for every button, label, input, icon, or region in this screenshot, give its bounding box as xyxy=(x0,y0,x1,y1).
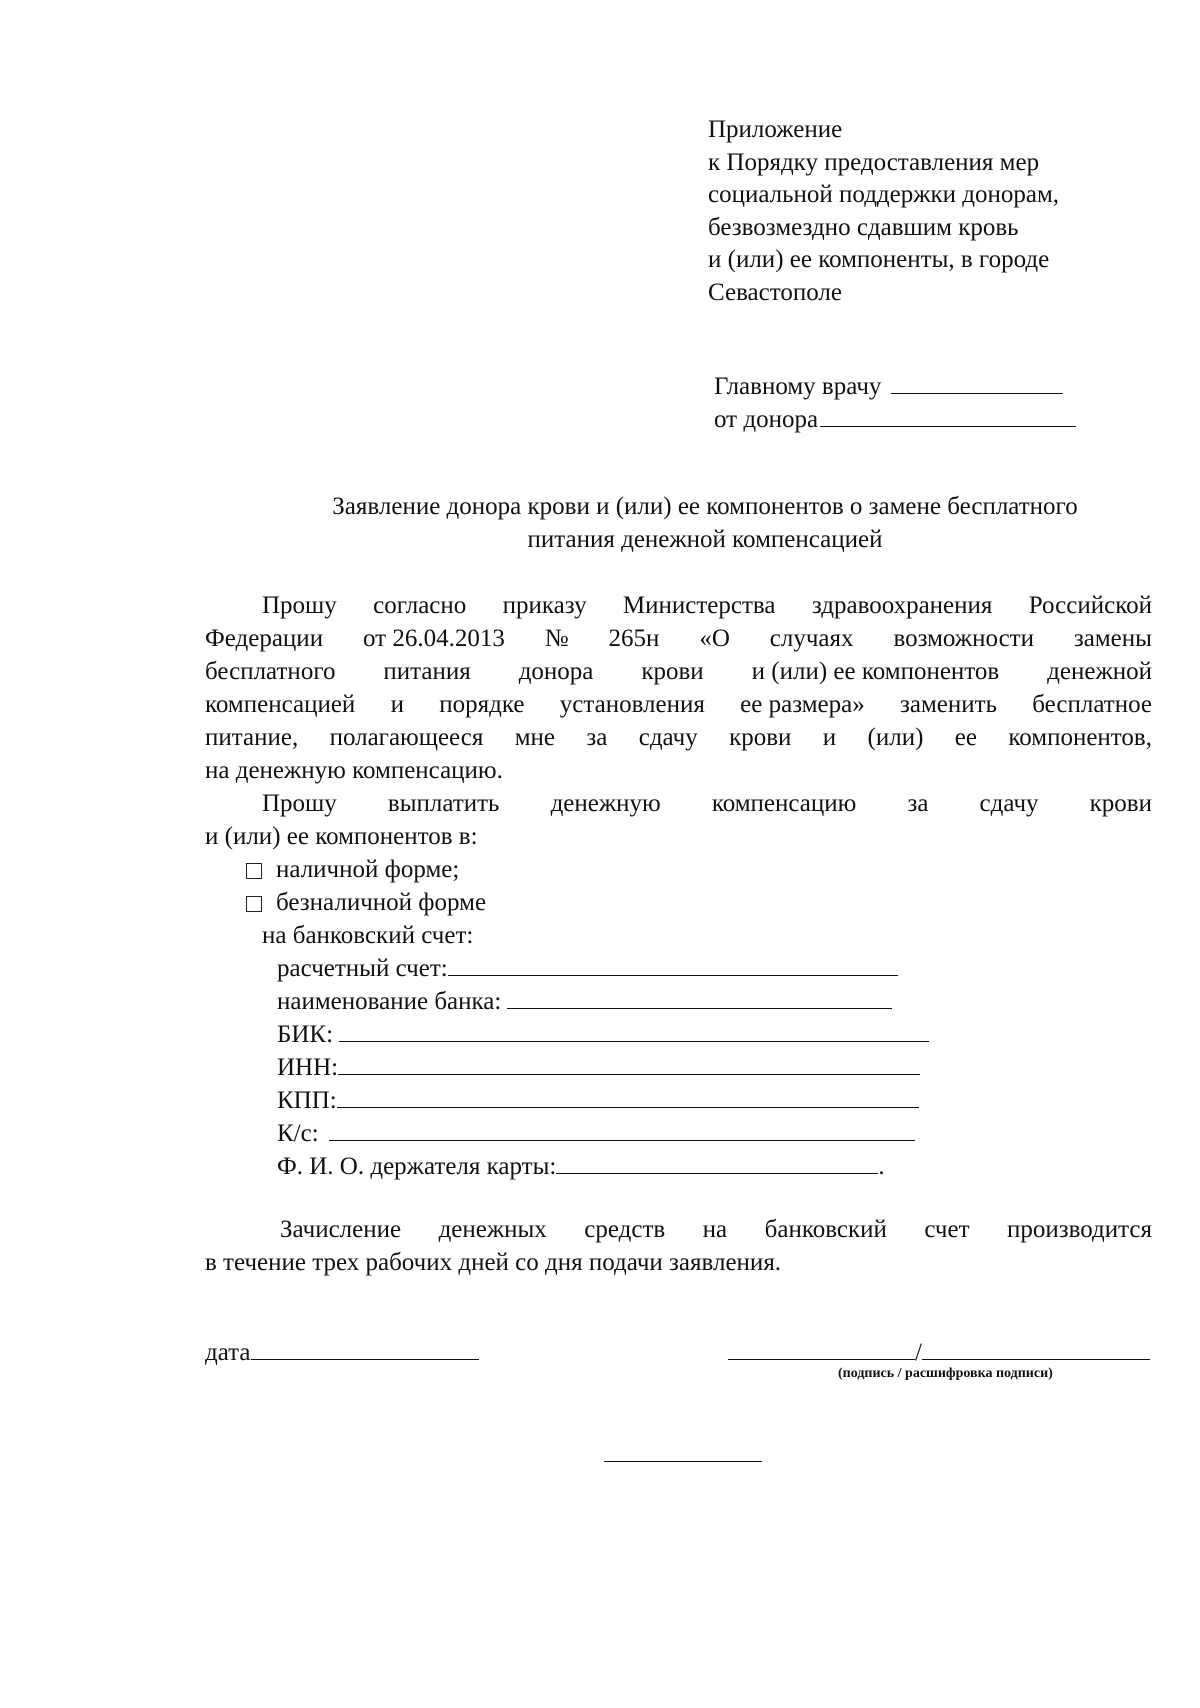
inn-field[interactable] xyxy=(338,1052,920,1075)
holder-label: Ф. И. О. держателя карты: xyxy=(277,1153,557,1180)
word: ее xyxy=(954,724,977,751)
word: бесплатного xyxy=(205,658,336,685)
word: счет xyxy=(924,1216,970,1243)
word: установления xyxy=(559,691,705,718)
option-cash[interactable] xyxy=(246,853,459,886)
from-donor-field[interactable] xyxy=(820,404,1076,427)
para1-line3 xyxy=(205,655,1152,688)
para2-line1 xyxy=(262,787,1152,820)
word: Прошу xyxy=(262,592,337,619)
chief-doctor-field[interactable] xyxy=(891,371,1063,394)
from-donor-label: от донора xyxy=(714,406,819,433)
signature-decoding-field[interactable] xyxy=(922,1337,1150,1360)
word: порядке xyxy=(439,691,525,718)
checkbox-cashless[interactable] xyxy=(246,896,262,912)
word: компонентов, xyxy=(1008,724,1152,751)
kpp-row xyxy=(277,1084,919,1117)
signature-slash: / xyxy=(915,1339,922,1366)
bik-label: БИК: xyxy=(277,1021,334,1048)
word: крови xyxy=(729,724,792,751)
word: Министерства xyxy=(622,592,776,619)
title-line: питания денежной компенсацией xyxy=(527,525,883,553)
appendix-header xyxy=(708,114,1148,309)
bik-row xyxy=(277,1018,929,1051)
word: заменить xyxy=(900,691,997,718)
title-line: Заявление донора крови и (или) ее компонентов о замене бесплатного xyxy=(332,493,1078,520)
signature-row xyxy=(728,1336,1150,1369)
word: замены xyxy=(1073,625,1152,652)
signature-field[interactable] xyxy=(728,1337,915,1360)
word: № xyxy=(544,625,569,652)
word: Зачисление xyxy=(280,1216,402,1243)
word: денежной xyxy=(1047,658,1152,685)
word: здравоохранения xyxy=(811,592,993,619)
word: банковский xyxy=(764,1216,887,1243)
appendix-line: Севастополе xyxy=(708,278,842,306)
word: компенсацию xyxy=(711,790,857,817)
para3-line1 xyxy=(280,1213,1152,1246)
checkbox-cash[interactable] xyxy=(246,863,262,879)
document-title xyxy=(200,491,1200,556)
word: 265н xyxy=(608,625,660,652)
para1-line2 xyxy=(205,622,1152,655)
para1-line6: на денежную компенсацию. xyxy=(205,757,503,784)
word: Федерации xyxy=(205,625,324,652)
word: крови xyxy=(1089,790,1152,817)
bank-name-field[interactable] xyxy=(507,986,892,1009)
date-row xyxy=(205,1336,479,1369)
word: бесплатное xyxy=(1032,691,1152,718)
word: Прошу xyxy=(262,790,337,817)
word: средств xyxy=(584,1216,666,1243)
word: компенсацией xyxy=(205,691,356,718)
word: мне xyxy=(514,724,556,751)
word: питание, xyxy=(205,724,299,751)
para1-line4 xyxy=(205,688,1152,721)
corr-label: К/с: xyxy=(277,1120,319,1147)
word: на xyxy=(702,1216,728,1243)
signature-caption: (подпись / расшифровка подписи) xyxy=(838,1366,1053,1381)
word: и (или) ее компонентов xyxy=(751,658,1000,685)
word: возможности xyxy=(893,625,1034,652)
appendix-line: социальной поддержки донорам, xyxy=(708,181,1060,208)
word: производится xyxy=(1007,1216,1152,1243)
option-cashless[interactable] xyxy=(246,886,486,919)
option-cashless-label: безналичной форме xyxy=(276,889,487,916)
date-label: дата xyxy=(205,1339,251,1366)
word: за xyxy=(907,790,929,817)
bank-account-label: на банковский счет: xyxy=(262,922,474,949)
para1-line1 xyxy=(262,589,1152,622)
word: сдачу xyxy=(638,724,698,751)
word: «О xyxy=(699,625,730,652)
addressee-block xyxy=(714,370,1134,436)
bank-name-label: наименование банка: xyxy=(277,988,502,1015)
bottom-separator xyxy=(604,1461,762,1462)
appendix-line: безвозмездно сдавшим кровь xyxy=(708,213,1019,241)
appendix-line: и (или) ее компоненты, в городе xyxy=(708,246,1050,273)
word: приказу xyxy=(502,592,587,619)
word: и xyxy=(390,691,404,718)
kpp-field[interactable] xyxy=(337,1085,919,1108)
account-label: расчетный счет: xyxy=(277,955,448,982)
bik-field[interactable] xyxy=(339,1019,929,1042)
holder-field[interactable] xyxy=(556,1151,878,1174)
word: донора xyxy=(518,658,594,685)
word: полагающееся xyxy=(329,724,484,751)
word: за xyxy=(586,724,608,751)
word: ее размера» xyxy=(740,691,865,718)
corr-field[interactable] xyxy=(329,1118,915,1141)
word: согласно xyxy=(373,592,467,619)
para2-line2: и (или) ее компонентов в: xyxy=(205,823,478,850)
inn-row xyxy=(277,1051,920,1084)
word: случаях xyxy=(769,625,854,652)
word: денежную xyxy=(550,790,661,817)
corr-row xyxy=(277,1117,915,1150)
word: сдачу xyxy=(979,790,1039,817)
word: крови xyxy=(641,658,704,685)
appendix-line: Приложение xyxy=(708,116,843,143)
word: от 26.04.2013 xyxy=(362,625,505,652)
chief-doctor-label: Главному врачу xyxy=(714,373,882,400)
holder-row xyxy=(277,1150,885,1183)
inn-label: ИНН: xyxy=(277,1054,339,1081)
word: (или) xyxy=(867,724,924,751)
appendix-line: к Порядку предоставления мер xyxy=(708,148,1040,176)
para3-line2: в течение трех рабочих дней со дня подачи заявления. xyxy=(205,1249,782,1276)
account-field[interactable] xyxy=(448,953,898,976)
account-row xyxy=(277,952,898,985)
date-field[interactable] xyxy=(251,1337,479,1360)
from-donor-row xyxy=(714,403,1134,436)
word: и xyxy=(822,724,837,751)
option-cash-label: наличной форме; xyxy=(276,856,460,883)
para1-line5 xyxy=(205,721,1152,754)
word: питания xyxy=(383,658,471,685)
holder-end: . xyxy=(878,1153,885,1180)
word: Российской xyxy=(1028,592,1152,619)
word: выплатить xyxy=(387,790,500,817)
kpp-label: КПП: xyxy=(277,1087,337,1114)
chief-doctor-row xyxy=(714,370,1134,403)
word: денежных xyxy=(438,1216,547,1243)
bank-name-row xyxy=(277,985,892,1018)
